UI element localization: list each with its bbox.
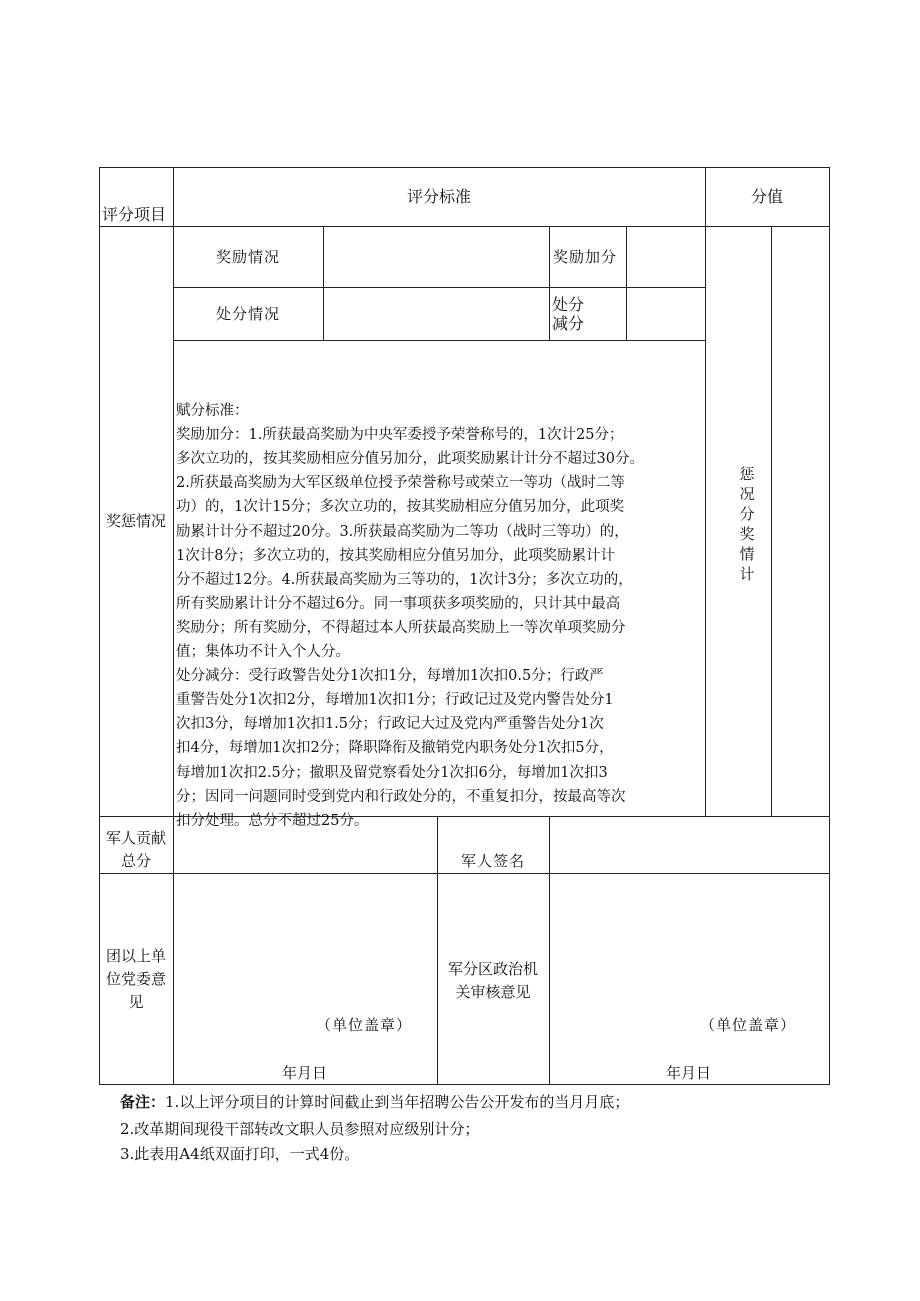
scoring-standard-line: 分；因同一问题同时受到党内和行政处分的，不重复扣分，按最高等次 bbox=[176, 788, 626, 805]
penalty-situation-label: 处分情况 bbox=[215, 305, 280, 323]
penalty-row-divider bbox=[173, 340, 705, 341]
party-committee-label-line2: 位党委意 bbox=[105, 970, 166, 988]
total-label-line2: 总分 bbox=[120, 852, 151, 870]
reward-value-divider bbox=[549, 226, 550, 340]
political-org-stamp: （单位盖章） bbox=[700, 1016, 797, 1034]
party-committee-label-line1: 团以上单 bbox=[105, 947, 166, 965]
rewards-row-label: 奖惩情况 bbox=[105, 512, 166, 530]
reward-add-label: 奖励加分 bbox=[553, 248, 618, 266]
scoring-standard-line: 重警告处分1次扣2分，每增加1次扣1分；行政记过及党内警告处分1 bbox=[176, 692, 614, 709]
political-org-label-line1: 军分区政治机 bbox=[447, 960, 538, 978]
scoring-standard-line: 扣4分，每增加1次扣2分；降职降衔及撤销党内职务处分1次扣5分， bbox=[176, 740, 614, 757]
party-committee-stamp: （单位盖章） bbox=[316, 1016, 413, 1034]
notes-prefix: 备注： bbox=[120, 1093, 166, 1111]
scoring-standard-line: 扣分处理。总分不超过25分。 bbox=[176, 812, 369, 829]
notes-line-2: 2.改革期间现役干部转改文职人员参照对应级别计分； bbox=[120, 1120, 480, 1138]
notes-line1-text: 1.以上评分项目的计算时间截止到当年招聘公告公开发布的当月月底； bbox=[165, 1093, 630, 1111]
score-column-divider bbox=[705, 167, 706, 816]
reward-label-divider bbox=[323, 226, 324, 340]
table-border-top bbox=[99, 167, 830, 168]
rewards-score-cell: 惩况分奖情计 bbox=[739, 465, 755, 583]
scoring-standard-line: 奖励分；所有奖励分，不得超过本人所获最高奖励上一等次单项奖励分 bbox=[176, 619, 626, 636]
scoring-standard-line: 1次计8分；多次立功的，按其奖励相应分值另加分，此项奖励累计计 bbox=[176, 547, 615, 564]
political-org-date: 年月日 bbox=[666, 1064, 712, 1082]
scoring-standard-line: 赋分标准： bbox=[176, 403, 249, 419]
scoring-standard-line: 多次立功的，按其奖励相应分值另加分，此项奖励累计计分不超过30分。 bbox=[176, 451, 644, 468]
reward-sub-divider bbox=[626, 226, 627, 340]
scoring-standard-line: 每增加1次扣2.5分；撤职及留党察看处分1次扣6分，每增加1次扣3 bbox=[176, 764, 608, 781]
scoring-standard-line: 2.所获最高奖励为大军区级单位授予荣誉称号或荣立一等功（战时二等 bbox=[176, 475, 625, 492]
header-criteria-label: 评分标准 bbox=[406, 187, 471, 206]
table-border-right bbox=[829, 167, 830, 1084]
table-border-bottom bbox=[99, 1084, 830, 1085]
scoring-standard-line: 分不超过12分。4.所获最高奖励为三等功的，1次计3分；多次立功的， bbox=[176, 571, 633, 588]
header-item-label: 评分项目 bbox=[102, 205, 167, 224]
notes-line-3: 3.此表用A4纸双面打印，一式4份。 bbox=[120, 1145, 360, 1163]
political-org-label-line2: 关审核意见 bbox=[455, 983, 531, 1001]
scoring-standard-line: 励累计计分不超过20分。3.所获最高奖励为二等功（战时三等功）的， bbox=[176, 523, 629, 540]
scoring-standard-line: 处分减分：受行政警告处分1次扣1分，每增加1次扣0.5分；行政严 bbox=[176, 668, 604, 685]
reward-situation-label: 奖励情况 bbox=[215, 248, 280, 266]
total-col-divider-1 bbox=[173, 816, 174, 873]
total-row-bottom bbox=[99, 873, 830, 874]
penalty-sub-label-line1: 处分 bbox=[552, 295, 585, 314]
party-committee-date: 年月日 bbox=[282, 1064, 328, 1082]
scoring-standard-line: 奖励加分：1.所获最高奖励为中央军委授予荣誉称号的，1次计25分； bbox=[176, 427, 624, 444]
scoring-standard-line: 所有奖励累计计分不超过6分。同一事项获多项奖励的，只计其中最高 bbox=[176, 595, 621, 612]
scoring-standard-line: 次扣3分，每增加1次扣1.5分；行政记大过及党内严重警告处分1次 bbox=[176, 716, 604, 733]
penalty-sub-label-line2: 减分 bbox=[552, 314, 585, 333]
header-row-divider bbox=[99, 226, 830, 227]
scoring-standard-line: 功）的，1次计15分；多次立功的，按其奖励相应分值另加分，此项奖 bbox=[176, 499, 625, 516]
opinion-col-divider bbox=[173, 873, 174, 1084]
score-subcolumn-divider bbox=[771, 226, 772, 816]
notes-line-1 bbox=[120, 1093, 629, 1111]
signature-label: 军人签名 bbox=[460, 852, 525, 870]
party-committee-label-line3: 见 bbox=[128, 993, 144, 1011]
header-score-label: 分值 bbox=[750, 187, 783, 206]
scoring-standard-line: 值；集体功不计入个人分。 bbox=[176, 644, 350, 660]
total-col-divider-3 bbox=[549, 816, 550, 1084]
total-label-line1: 军人贡献 bbox=[105, 829, 166, 847]
